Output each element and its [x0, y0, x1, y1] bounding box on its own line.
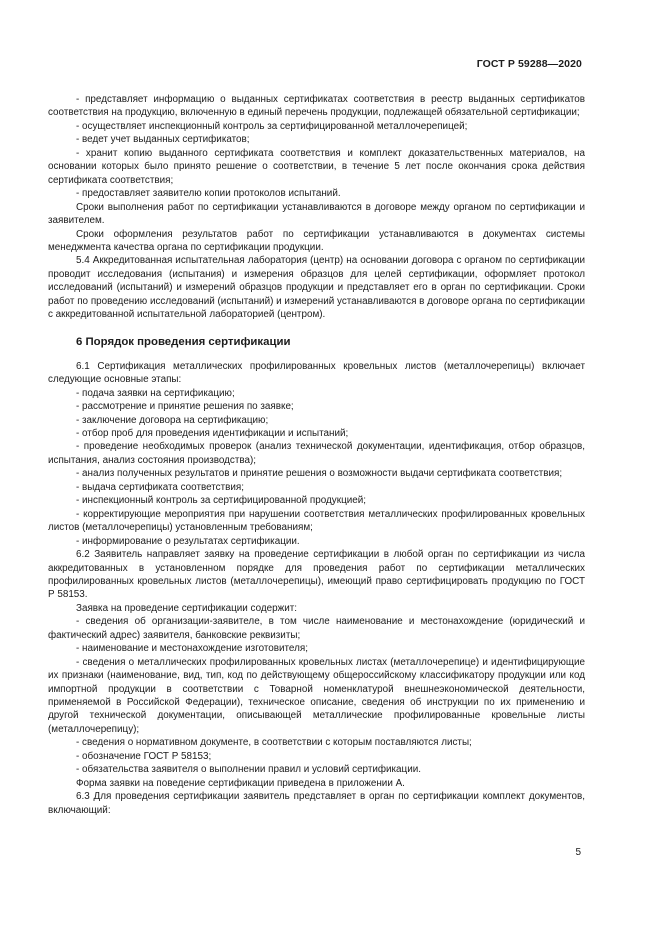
list-item: - рассмотрение и принятие решения по заявке;: [76, 401, 294, 413]
paragraph: Сроки выполнения работ по сертификации устанавливаются в договоре между органом по сертификации и заявителем.: [48, 201, 585, 227]
list-item: - выдача сертификата соответствия;: [76, 481, 244, 493]
list-item: - заключение договора на сертификацию;: [76, 414, 269, 426]
section-6-body: [48, 360, 585, 817]
clause-6-2: 6.2 Заявитель направляет заявку на проведение сертификации в любой орган по сертификации из числа аккредитованных в установленном порядке для проведения работ по сертификации металлических профилированных кровельных листов (металлочерепицы), имеющий право сертифицировать продукцию по ГОСТ Р 58153.: [48, 549, 585, 601]
clause-6-1: 6.1 Сертификация металлических профилированных кровельных листов (металлочерепицы) включает следующие основные этапы:: [48, 360, 585, 386]
list-item: - обязательства заявителя о выполнении правил и условий сертификации.: [76, 764, 421, 776]
paragraph: Сроки оформления результатов работ по сертификации устанавливаются в документах системы менеджмента качества органа по сертификации продукции.: [48, 228, 585, 253]
paragraph: Форма заявки на поведение сертификации приведена в приложении А.: [76, 777, 405, 789]
clause-6-3: 6.3 Для проведения сертификации заявитель представляет в орган по сертификации комплект документов, включающий:: [48, 791, 585, 816]
list-item: - информирование о результатах сертификации.: [76, 535, 300, 547]
list-item: - сведения о металлических профилированных кровельных листах (металлочерепице) и идентифицирующие их признаки (наименование, вид, тип, код по действующему общероссийскому классификатору продукции или код импортной продукции в соответствии с Товарной номенклатурой внешнеэкономической деятельности, применяемой в Российской Федерации), техническое описание, сведения об инструкции по их применению и другой технической документации, описывающей металлические профилированные кровельные листы (металлочерепицу);: [48, 656, 585, 735]
list-item: - хранит копию выданного сертификата соответствия и комплект доказательственных материалов, на основании которых было принято решение о соответствии, в течение 5 лет после окончания срока действия сертификата соответствия;: [48, 147, 585, 186]
page-number: 5: [575, 847, 581, 858]
list-item: - наименование и местонахождение изготовителя;: [76, 643, 308, 655]
list-item: - инспекционный контроль за сертифицированной продукцией;: [76, 495, 366, 507]
list-item: - сведения об организации-заявителе, в том числе наименование и местонахождение (юридический и фактический адрес) заявителя, банковские реквизиты;: [48, 616, 585, 641]
page-body: [48, 93, 585, 817]
list-item: - предоставляет заявителю копии протоколов испытаний.: [76, 188, 341, 200]
paragraph: Заявка на проведение сертификации содержит:: [76, 602, 298, 614]
list-item: - подача заявки на сертификацию;: [76, 387, 235, 399]
list-item: - обозначение ГОСТ Р 58153;: [76, 750, 212, 762]
list-item: - осуществляет инспекционный контроль за сертифицированной металлочерепицей;: [76, 120, 468, 132]
list-item: - ведет учет выданных сертификатов;: [76, 134, 250, 146]
section-6-heading: 6 Порядок проведения сертификации: [76, 335, 291, 348]
list-item: - представляет информацию о выданных сертификатах соответствия в реестр выданных сертификатов соответствия на продукцию, включенную в единый перечень продукции, подлежащей обязательной сертификации;: [48, 94, 585, 119]
list-item: - анализ полученных результатов и принятие решения о возможности выдачи сертификата соответствия;: [76, 468, 563, 480]
clause-5-4: 5.4 Аккредитованная испытательная лаборатория (центр) на основании договора с органом по сертификации проводит исследования (испытания) и измерения образцов для целей сертификации, оформляет протокол исследований (испытаний) и измерений образцов продукции и представляет его в орган по сертификации. Сроки работ по проведению исследований (испытаний) и измерений устанавливаются в договоре органа по сертификации с аккредитованной испытательной лабораторией (центром).: [48, 255, 585, 321]
list-item: - корректирующие мероприятия при нарушении соответствия металлических профилированных кровельных листов (металлочерепицы) установленным требованиям;: [48, 508, 585, 534]
document-id-header: ГОСТ Р 59288—2020: [476, 58, 582, 70]
list-item: - проведение необходимых проверок (анализ технической документации, идентификация, отбор образцов, испытания, анализ состояния производства);: [48, 441, 585, 466]
list-item: - отбор проб для проведения идентификации и испытаний;: [76, 427, 349, 439]
list-item: - сведения о нормативном документе, в соответствии с которым поставляются листы;: [76, 737, 472, 749]
section-5-continuation: [48, 93, 585, 322]
